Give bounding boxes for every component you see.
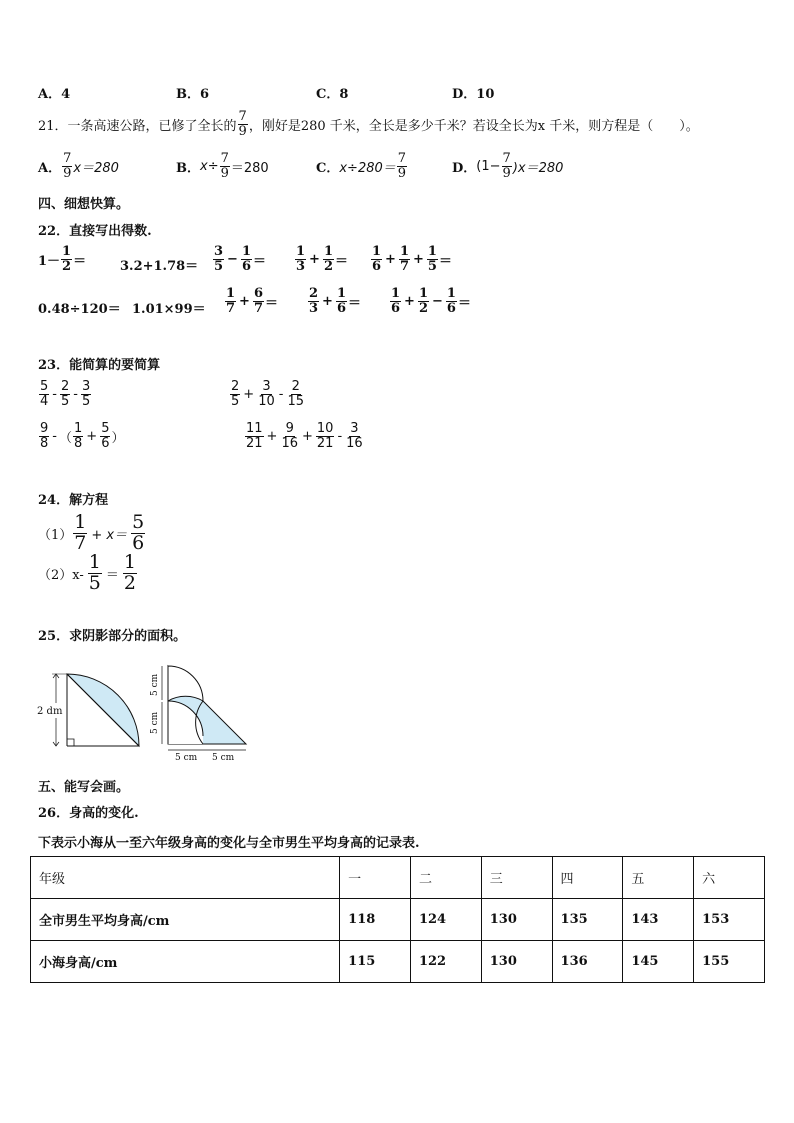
- figure-1-label: 2 dm: [37, 706, 63, 717]
- fraction: $\frac{3}{16}$: [346, 421, 363, 451]
- fraction: $\frac{1}{3}$: [296, 244, 306, 274]
- table-header-cell: 五: [623, 857, 694, 899]
- q21-option-a: A． $\frac{7}{9}$ x＝280: [38, 151, 119, 181]
- fraction: $\frac{1}{5}$: [88, 551, 101, 594]
- table-cell: 136: [552, 941, 623, 983]
- q23-expr-1: $\frac{5}{4}$ - $\frac{2}{5}$ - $\frac{3}{5}$: [40, 379, 91, 409]
- fraction: $\frac{2}{15}$: [287, 379, 304, 409]
- fraction: $\frac{7}{9}$: [220, 151, 229, 181]
- fraction: $\frac{7}{9}$: [502, 151, 511, 181]
- table-row: [31, 941, 765, 983]
- fraction: $\frac{1}{7}$: [226, 286, 236, 316]
- q21-stem: [38, 110, 699, 138]
- table-header-cell: 三: [481, 857, 552, 899]
- fraction: $\frac{5}{6}$: [101, 421, 110, 451]
- figure-quarter-circle: [35, 668, 147, 750]
- q22-item-10: $\frac{1}{6}$ + $\frac{1}{2}$ − $\frac{1}{6}$ ＝: [391, 286, 471, 316]
- q22-item-8: $\frac{1}{7}$ + $\frac{6}{7}$ ＝: [226, 286, 279, 316]
- q23-expr-2: $\frac{2}{5}$ + $\frac{3}{10}$ - $\frac{2}{15}$: [231, 379, 304, 409]
- fraction: $\frac{9}{16}$: [281, 421, 298, 451]
- q24-title: 24．解方程: [38, 493, 109, 508]
- height-table: [30, 856, 765, 983]
- fraction: $\frac{7}{9}$: [63, 151, 72, 181]
- q22-title: 22．直接写出得数.: [38, 224, 152, 239]
- table-header-cell: 四: [552, 857, 623, 899]
- table-cell: 115: [340, 941, 411, 983]
- table-cell: 130: [481, 899, 552, 941]
- q26-intro: 下表示小海从一至六年级身高的变化与全市男生平均身高的记录表.: [38, 836, 420, 851]
- q21-option-b: B． x÷ $\frac{7}{9}$ ＝280: [176, 151, 269, 181]
- fraction: $\frac{11}{21}$: [246, 421, 263, 451]
- fraction: $\frac{2}{5}$: [231, 379, 240, 409]
- q22-item-6: 0.48÷120＝: [38, 302, 121, 317]
- q22-item-5: $\frac{1}{6}$ + $\frac{1}{7}$ + $\frac{1}{5}$ ＝: [372, 244, 452, 274]
- table-cell: 145: [623, 941, 694, 983]
- fraction: $\frac{1}{6}$: [336, 286, 346, 316]
- q21-option-c: C． x÷280＝ $\frac{7}{9}$: [316, 151, 407, 181]
- fraction: $\frac{7}{9}$: [397, 151, 407, 181]
- q21-stem-pre: 21．一条高速公路，已修了全长的: [38, 118, 237, 134]
- q22-item-1: 1－ $\frac{1}{2}$ ＝: [38, 244, 87, 274]
- figure-2-label-top: 5 cm: [150, 673, 160, 696]
- table-header-cell: 年级: [31, 857, 340, 899]
- fraction: $\frac{5}{6}$: [132, 511, 145, 554]
- fraction: $\frac{1}{2}$: [418, 286, 428, 316]
- fraction: $\frac{1}{6}$: [372, 244, 382, 274]
- fraction: $\frac{2}{5}$: [60, 379, 70, 409]
- option-c: C．8: [316, 87, 349, 102]
- figure-2-label-left: 5 cm: [150, 711, 160, 734]
- table-cell: 130: [481, 941, 552, 983]
- q25-title: 25．求阴影部分的面积。: [38, 629, 187, 644]
- option-d: D．10: [452, 87, 495, 102]
- table-header-cell: 二: [410, 857, 481, 899]
- q24-equation-1: （1） $\frac{1}{7}$ + x＝ $\frac{5}{6}$: [38, 511, 145, 554]
- section-4-heading: 四、细想快算。: [38, 197, 130, 212]
- table-header-cell: 六: [694, 857, 765, 899]
- fraction: $\frac{9}{8}$: [40, 421, 49, 451]
- fraction: $\frac{1}{8}$: [74, 421, 83, 451]
- option-a: A．4: [38, 87, 71, 102]
- q22-item-9: $\frac{2}{3}$ + $\frac{1}{6}$ ＝: [309, 286, 362, 316]
- table-cell: 124: [410, 899, 481, 941]
- fraction: $\frac{3}{5}$: [214, 244, 224, 274]
- q23-title: 23．能简算的要简算: [38, 358, 161, 373]
- table-header-row: [31, 857, 765, 899]
- fraction: $\frac{1}{2}$: [62, 244, 72, 274]
- figure-2-label-bottom-2: 5 cm: [212, 753, 235, 763]
- fraction: $\frac{1}{6}$: [391, 286, 401, 316]
- section-5-heading: 五、能写会画。: [38, 780, 130, 795]
- fraction: $\frac{1}{7}$: [399, 244, 409, 274]
- table-row-label: 小海身高/cm: [31, 941, 340, 983]
- q26-title: 26．身高的变化.: [38, 806, 139, 821]
- q22-item-3: $\frac{3}{5}$ − $\frac{1}{6}$ ＝: [214, 244, 267, 274]
- q23-expr-3: $\frac{9}{8}$ - （ $\frac{1}{8}$ + $\frac{5}{6}$ ）: [40, 421, 125, 451]
- fraction: $\frac{2}{3}$: [309, 286, 319, 316]
- table-cell: 155: [694, 941, 765, 983]
- table-cell: 153: [694, 899, 765, 941]
- fraction: $\frac{1}{5}$: [427, 244, 437, 274]
- figure-triangle-arcs: [140, 662, 250, 764]
- q21-stem-post: ，刚好是280 千米，全长是多少千米？若设全长为x 千米，则方程是（ ）。: [248, 118, 699, 134]
- table-cell: 135: [552, 899, 623, 941]
- q22-item-2: 3.2+1.78＝: [120, 259, 199, 274]
- table-cell: 118: [340, 899, 411, 941]
- fraction: $\frac{10}{21}$: [316, 421, 334, 451]
- fraction: $\frac{1}{2}$: [123, 551, 136, 594]
- fraction: $\frac{3}{10}$: [258, 379, 275, 409]
- q21-option-d: D． (1− $\frac{7}{9}$ )x＝280: [452, 151, 564, 181]
- table-cell: 122: [410, 941, 481, 983]
- table-row-label: 全市男生平均身高/cm: [31, 899, 340, 941]
- q22-item-4: $\frac{1}{3}$ + $\frac{1}{2}$ ＝: [296, 244, 349, 274]
- table-cell: 143: [623, 899, 694, 941]
- fraction: $\frac{3}{5}$: [81, 379, 91, 409]
- fraction: $\frac{1}{7}$: [74, 511, 87, 554]
- table-row: [31, 899, 765, 941]
- q22-item-7: 1.01×99＝: [132, 302, 206, 317]
- option-b: B．6: [176, 87, 210, 102]
- fraction: $\frac{1}{6}$: [446, 286, 456, 316]
- fraction: $\frac{1}{6}$: [241, 244, 251, 274]
- q23-expr-4: $\frac{11}{21}$ + $\frac{9}{16}$ + $\frac{10}{21}$ - $\frac{3}{16}$: [246, 421, 363, 451]
- fraction: $\frac{5}{4}$: [40, 379, 49, 409]
- fraction: $\frac{1}{2}$: [323, 244, 333, 274]
- fraction: $\frac{6}{7}$: [253, 286, 263, 316]
- fraction: $\frac{7}{9}$: [238, 109, 247, 139]
- q24-equation-2: （2）x- $\frac{1}{5}$ ＝ $\frac{1}{2}$: [38, 551, 136, 594]
- table-header-cell: 一: [340, 857, 411, 899]
- figure-2-label-bottom-1: 5 cm: [175, 753, 198, 763]
